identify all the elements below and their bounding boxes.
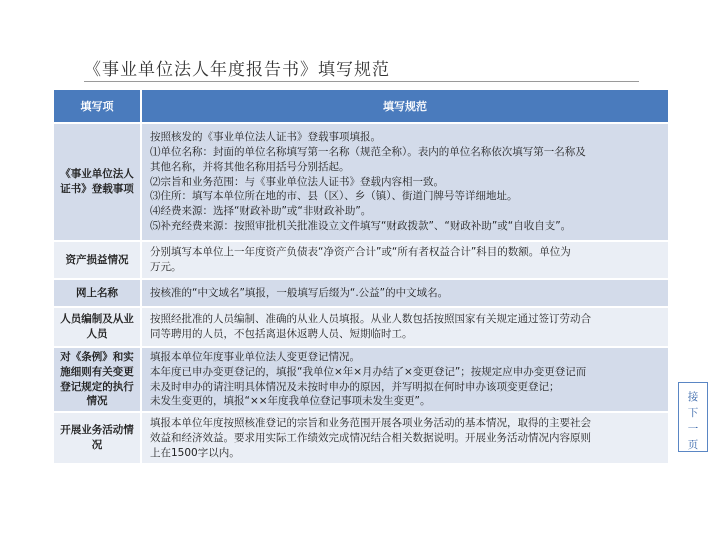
next-page-char: 页 — [687, 439, 699, 451]
row-spec — [141, 412, 668, 464]
title-divider — [84, 81, 639, 82]
next-page-char: 一 — [687, 423, 699, 435]
table-row — [54, 241, 668, 279]
spec-line: 本年度已申办变更登记的，填报“我单位×年×月办结了×变更登记”；按规定应申办变更登记而 — [150, 365, 587, 378]
header-spec: 填写规范 — [141, 90, 668, 123]
spec-line: 按核准的“中文域名”填报，一般填写后缀为“.公益”的中文域名。 — [150, 286, 449, 299]
table-header-row — [54, 90, 668, 123]
row-item-label: 网上名称 — [54, 279, 141, 307]
spec-line: 按照经批准的人员编制、准确的从业人员填报。从业人数包括按照国家有关规定通过签订劳动合 — [150, 313, 591, 326]
row-spec — [141, 307, 668, 347]
row-item-label: 人员编制及从业人员 — [54, 307, 141, 347]
spec-table — [54, 90, 668, 465]
row-item-label: 资产损益情况 — [54, 241, 141, 279]
next-page-char: 接 — [687, 391, 699, 403]
spec-line: 未及时申办的请注明具体情况及未按时申办的原因，并写明拟在何时申办该项变更登记； — [150, 380, 560, 393]
header-item: 填写项 — [54, 90, 141, 123]
table-row — [54, 307, 668, 347]
table-row — [54, 279, 668, 307]
spec-line: ⑵宗旨和业务范围：与《事业单位法人证书》登载内容相一致。 — [150, 175, 444, 188]
row-item-label: 《事业单位法人证书》登载事项 — [54, 123, 141, 241]
spec-line: 效益和经济效益。要求用实际工作绩效完成情况结合相关数据说明。开展业务活动情况内容原则 — [150, 431, 591, 444]
spec-line: 填报本单位年度事业单位法人变更登记情况。 — [150, 351, 360, 363]
row-item-label: 对《条例》和实施细则有关变更登记规定的执行情况 — [54, 347, 141, 412]
spec-line: 未发生变更的，填报“××年度我单位登记事项未发生变更”。 — [150, 395, 431, 408]
row-spec — [141, 241, 668, 279]
spec-line: 万元。 — [150, 261, 182, 273]
spec-line: ⑶住所：填写本单位所在地的市、县（区）、乡（镇）、街道门牌号等详细地址。 — [150, 190, 518, 203]
spec-line: 分别填写本单位上一年度资产负债表“净资产合计”或“所有者权益合计”科目的数额。单位为 — [150, 246, 571, 259]
row-spec — [141, 347, 668, 412]
spec-line: 同等聘用的人员，不包括离退休返聘人员、短期临时工。 — [150, 328, 413, 340]
row-spec — [141, 123, 668, 241]
next-page-button[interactable] — [678, 382, 708, 452]
table-row — [54, 123, 668, 241]
table-row — [54, 347, 668, 412]
spec-line: ⑴单位名称：封面的单位名称填写第一名称（规范全称）。表内的单位名称依次填写第一名称及 — [150, 146, 586, 158]
spec-line: 按照核发的《事业单位法人证书》登载事项填报。 — [150, 131, 381, 144]
row-item-label: 开展业务活动情况 — [54, 412, 141, 464]
spec-line: ⑷经费来源：选择“财政补助”或“非财政补助”。 — [150, 205, 372, 218]
spec-line: 上在1500字以内。 — [150, 446, 240, 459]
spec-line: ⑸补充经费来源：按照审批机关批准设立文件填写“财政拨款”、“财政补助”或“自收自支”。 — [150, 219, 572, 232]
table-row — [54, 412, 668, 464]
page-title: 《事业单位法人年度报告书》填写规范 — [84, 60, 390, 80]
spec-line: 填报本单位年度按照核准登记的宗旨和业务范围开展各项业务活动的基本情况，取得的主要社会 — [150, 416, 591, 429]
row-spec — [141, 279, 668, 307]
spec-line: 其他名称，并将其他名称用括号分别括起。 — [150, 160, 350, 173]
next-page-char: 下 — [687, 407, 699, 419]
